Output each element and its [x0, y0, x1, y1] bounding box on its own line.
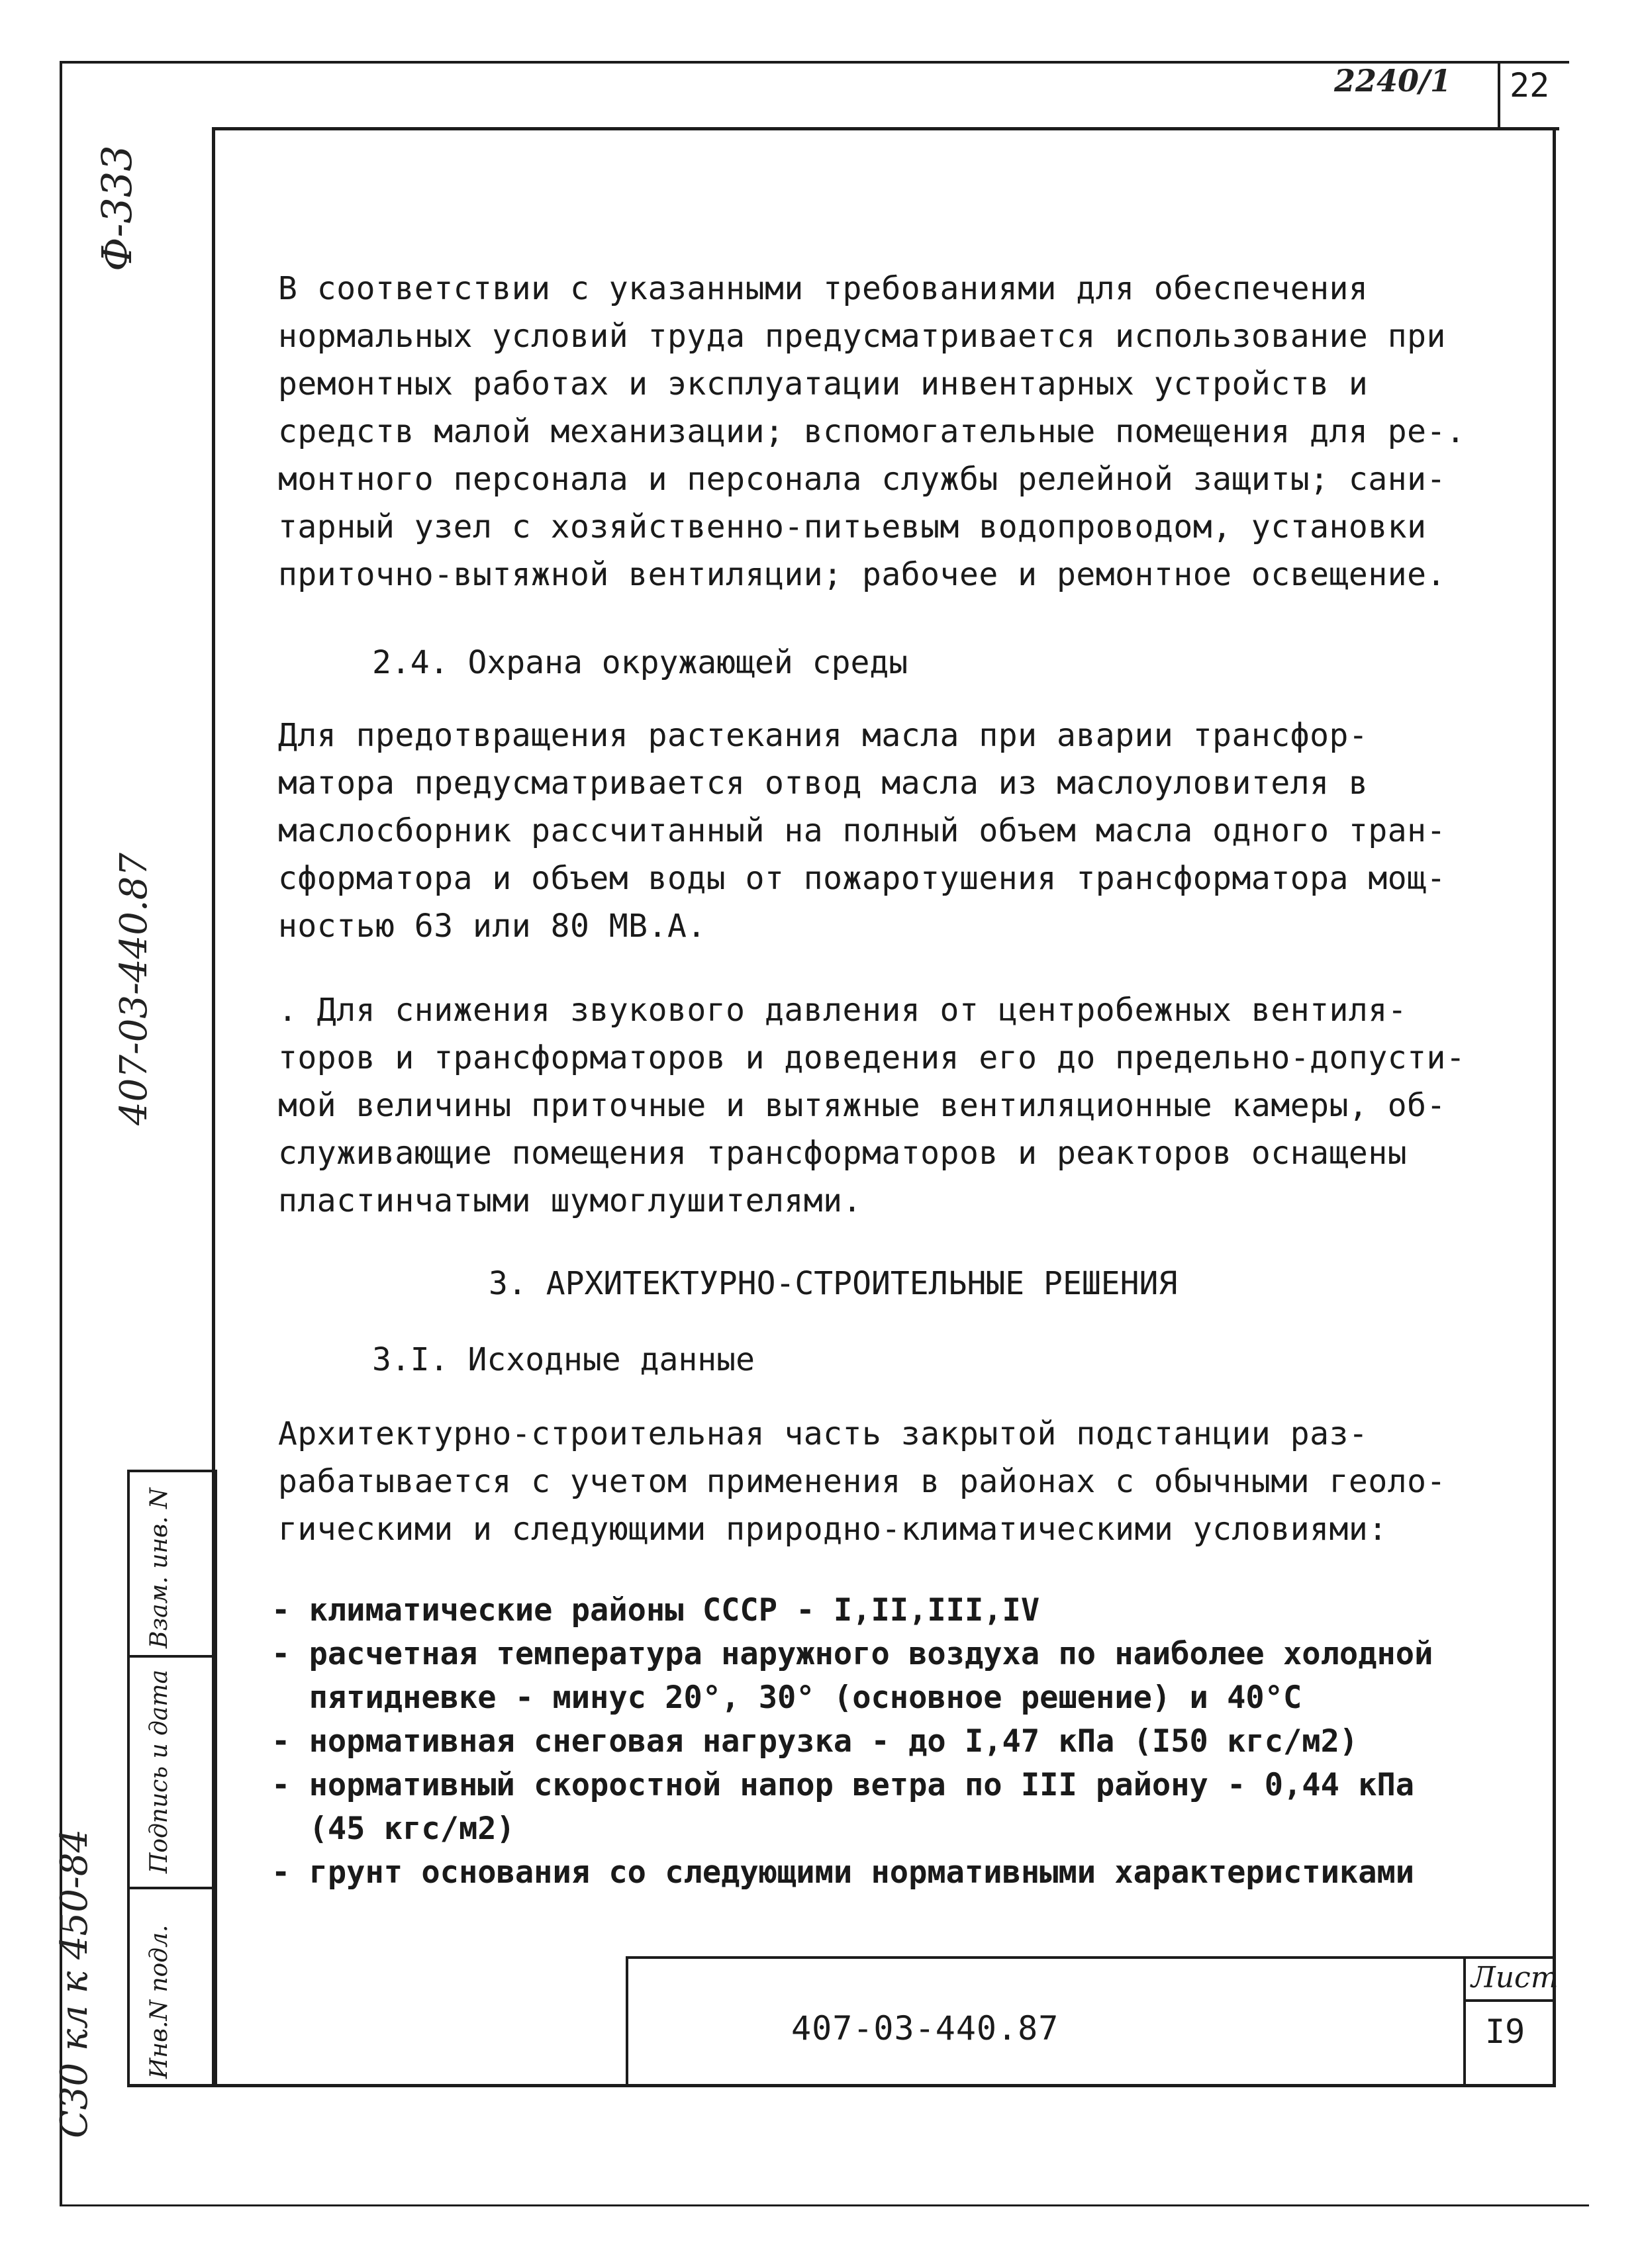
form-code: Ф-333: [93, 145, 141, 271]
document-code: 407-03-440.87: [791, 2009, 1059, 2048]
heading-2-4: 2.4. Охрана окружающей среды: [372, 644, 908, 681]
stamp-label-vzam-inv: Взам. инв. N: [146, 1488, 173, 1648]
inner-bottom-line: [127, 2084, 1556, 2087]
sheet-label: Лист: [1471, 1961, 1559, 1995]
stamp-column: [127, 1470, 217, 2085]
inner-top-line: [215, 127, 1559, 130]
side-project-code: 407-03-440.87: [113, 853, 156, 1125]
heading-3-1: 3.I. Исходные данные: [372, 1341, 755, 1378]
stamp-label-podpis: Подпись и дата: [146, 1670, 173, 1873]
sheet-box-left: [1498, 61, 1500, 130]
handwritten-mark: 2240/1: [1334, 63, 1451, 99]
heading-3: 3. АРХИТЕКТУРНО-СТРОИТЕЛЬНЫЕ РЕШЕНИЯ: [489, 1265, 1178, 1302]
stamp-cell-3: [130, 1887, 215, 1889]
title-block-sheet-split: [1463, 1999, 1556, 2002]
title-block-left: [626, 1956, 628, 2085]
stamp-cell-2: [130, 1655, 215, 1658]
paragraph-2: Для предотвращения растекания масла при аварии трансфор- матора предусматривается отвод масла из маслоуловителя в маслосборник рассчитанный на полный объем масла одного тран- сформатора и объем воды от пожаротушения трансформатора мощ- ностью 63 или 80 МВ.А.: [278, 717, 1446, 945]
paragraph-4: Архитектурно-строительная часть закрытой подстанции раз- рабатывается с учетом применения в районах с обычными геоло- гическими и следующими природно-климатическими условиями:: [278, 1415, 1446, 1548]
sheet-value: I9: [1485, 2012, 1525, 2051]
title-block-divider: [1463, 1956, 1466, 2085]
side-bottom-note: С30 кл к 450-84: [53, 1828, 96, 2138]
conditions-list: - климатические районы СССР - I,II,III,IV - расчетная температура наружного воздуха по наиболее холодной пятидневке - минус 20°, 30° (основное решение) и 40°С - нормативная снеговая нагрузка - до I,47 кПа (I50 кгс/м2) - нормативный скоростной напор ветра по III району - 0,44 кПа (45 кгс/м2) - грунт основания со следующими нормативными характеристиками: [271, 1592, 1433, 1891]
outer-bottom-line: [60, 2204, 1589, 2206]
stamp-label-inv-podl: Инв.N подл.: [146, 1924, 173, 2079]
paragraph-3: . Для снижения звукового давления от центробежных вентиля- торов и трансформаторов и доведения его до предельно-допусти- мой величины приточные и вытяжные вентиляционные камеры, об- служивающие помещения трансформаторов и реакторов оснащены пластинчатыми шумоглушителями.: [278, 992, 1466, 1219]
paragraph-1: В соответствии с указанными требованиями для обеспечения нормальных условий труда предусматривается использование при ремонтных работах и эксплуатации инвентарных устройств и средств малой механизации; вспомогательные помещения для ре-. монтного персонала и персонала службы релейной защиты; сани- тарный узел с хозяйственно-питьевым водопроводом, установки приточно-вытяжной вентиляции; рабочее и ремонтное освещение.: [278, 270, 1466, 593]
page-sheet-number: 22: [1510, 66, 1550, 105]
inner-right-line: [1553, 127, 1556, 2087]
title-block-top: [626, 1956, 1556, 1959]
